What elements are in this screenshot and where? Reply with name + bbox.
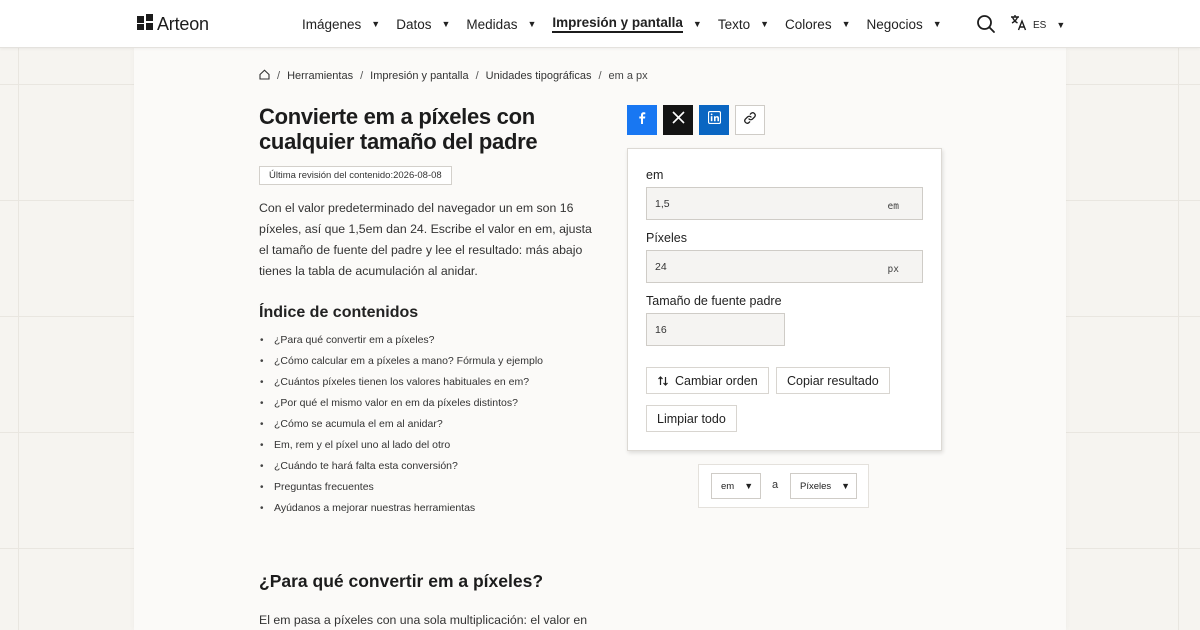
nav-item-impresion-y-pantalla[interactable] [552, 15, 701, 33]
caret-down-icon: ▼ [527, 19, 537, 29]
em-field-label: em [646, 168, 664, 182]
to-unit-select[interactable] [790, 473, 857, 499]
clear-all-button[interactable] [646, 405, 737, 432]
parent-font-size-value: 16 [655, 324, 667, 336]
breadcrumb-separator: / [277, 70, 281, 82]
table-of-contents [259, 330, 543, 519]
parent-font-size-input[interactable] [646, 313, 785, 346]
share-facebook-button[interactable] [627, 105, 657, 135]
breadcrumb-item-impresion-y-pantalla[interactable]: Impresión y pantalla [370, 70, 469, 82]
section-heading: ¿Para qué convertir em a píxeles? [259, 571, 544, 591]
parent-font-size-label: Tamaño de fuente padre [646, 294, 782, 308]
toc-item[interactable]: • ¿Cuándo te hará falta esta conversión? [259, 456, 543, 477]
revision-date-badge: Última revisión del contenido:2026-08-08 [259, 166, 452, 185]
top-navigation-bar [0, 0, 1200, 48]
caret-down-icon: ▼ [841, 19, 851, 29]
caret-down-icon: ▼ [1056, 20, 1066, 30]
caret-down-icon: ▼ [371, 19, 381, 29]
nav-label: Imágenes [302, 16, 362, 32]
link-icon [743, 111, 757, 130]
nav-item-datos[interactable] [396, 17, 450, 32]
section-paragraph: El em pasa a píxeles con una sola multiplicación: el valor en [259, 613, 588, 627]
toc-item[interactable]: • ¿Cómo se acumula el em al anidar? [259, 414, 543, 435]
toc-item[interactable]: • ¿Para qué convertir em a píxeles? [259, 330, 543, 351]
px-input[interactable] [646, 250, 923, 283]
intro-paragraph: Con el valor predeterminado del navegador un em son 16 píxeles, así que 1,5em dan 24. Escribe el valor en em, ajusta el tamaño de fuente del padre y lee el resultado: más abajo tienes la tabla de acumulación al anidar. [259, 201, 592, 278]
x-icon [672, 111, 685, 129]
caret-down-icon: ▼ [692, 19, 702, 29]
share-linkedin-button[interactable] [699, 105, 729, 135]
toc-item[interactable]: • Em, rem y el píxel uno al lado del otro [259, 435, 543, 456]
nav-label: Datos [396, 16, 432, 32]
nav-item-negocios[interactable] [867, 17, 942, 32]
nav-label: Negocios [866, 16, 923, 32]
nav-label: Colores [785, 16, 832, 32]
translate-icon [1010, 14, 1027, 36]
copy-result-button[interactable] [776, 367, 890, 394]
breadcrumb-separator: / [360, 70, 364, 82]
em-unit-label: em [887, 201, 899, 212]
nav-label: Impresión y pantalla [552, 15, 683, 33]
arteon-logo-icon [137, 14, 153, 35]
from-unit-select[interactable] [711, 473, 761, 499]
page-title: Convierte em a píxeles con cualquier tamaño del padre [259, 104, 538, 154]
linkedin-icon [708, 111, 721, 129]
toc-item[interactable]: • Preguntas frecuentes [259, 477, 543, 498]
caret-down-icon: ▼ [841, 481, 851, 491]
share-x-button[interactable] [663, 105, 693, 135]
nav-item-imagenes[interactable] [302, 17, 380, 32]
nav-label: Medidas [466, 16, 518, 32]
em-input[interactable] [646, 187, 923, 220]
toc-item[interactable]: • ¿Por qué el mismo valor en em da píxeles distintos? [259, 393, 543, 414]
em-input-value: 1,5 [655, 198, 670, 210]
from-unit-value: em [721, 480, 735, 492]
brand-logo[interactable] [137, 13, 209, 35]
brand-name: Arteon [157, 13, 209, 34]
search-icon[interactable] [976, 14, 996, 34]
caret-down-icon: ▼ [932, 19, 942, 29]
caret-down-icon: ▼ [441, 19, 451, 29]
px-input-value: 24 [655, 261, 667, 273]
caret-down-icon: ▼ [760, 19, 770, 29]
px-field-label: Píxeles [646, 231, 687, 245]
swap-order-button[interactable] [646, 367, 769, 394]
copy-result-label: Copiar resultado [787, 373, 879, 388]
swap-order-label: Cambiar orden [675, 373, 758, 388]
facebook-icon [635, 111, 649, 130]
home-icon[interactable] [259, 69, 270, 83]
px-unit-label: px [887, 264, 899, 275]
language-code: ES [1033, 19, 1047, 31]
swap-arrows-icon [657, 375, 669, 387]
breadcrumb-item-unidades-tipograficas[interactable]: Unidades tipográficas [485, 70, 592, 82]
breadcrumb [259, 69, 648, 83]
toc-item[interactable]: • ¿Cuántos píxeles tienen los valores habituales en em? [259, 372, 543, 393]
language-switcher[interactable] [1010, 14, 1065, 36]
clear-all-label: Limpiar todo [657, 411, 726, 426]
nav-label: Texto [717, 16, 751, 32]
main-navigation [302, 0, 958, 48]
unit-separator: a [772, 479, 779, 491]
breadcrumb-separator: / [598, 70, 602, 82]
caret-down-icon: ▼ [744, 481, 754, 491]
nav-item-colores[interactable] [785, 17, 850, 32]
toc-item[interactable]: • ¿Cómo calcular em a píxeles a mano? Fórmula y ejemplo [259, 351, 543, 372]
nav-item-texto[interactable] [718, 17, 769, 32]
toc-item[interactable]: • Ayúdanos a mejorar nuestras herramientas [259, 498, 543, 519]
toc-title: Índice de contenidos [259, 304, 419, 321]
breadcrumb-current: em a px [608, 70, 648, 82]
copy-link-button[interactable] [735, 105, 765, 135]
nav-item-medidas[interactable] [466, 17, 536, 32]
breadcrumb-separator: / [475, 70, 479, 82]
to-unit-value: Píxeles [800, 480, 832, 492]
breadcrumb-item-herramientas[interactable]: Herramientas [287, 70, 354, 82]
